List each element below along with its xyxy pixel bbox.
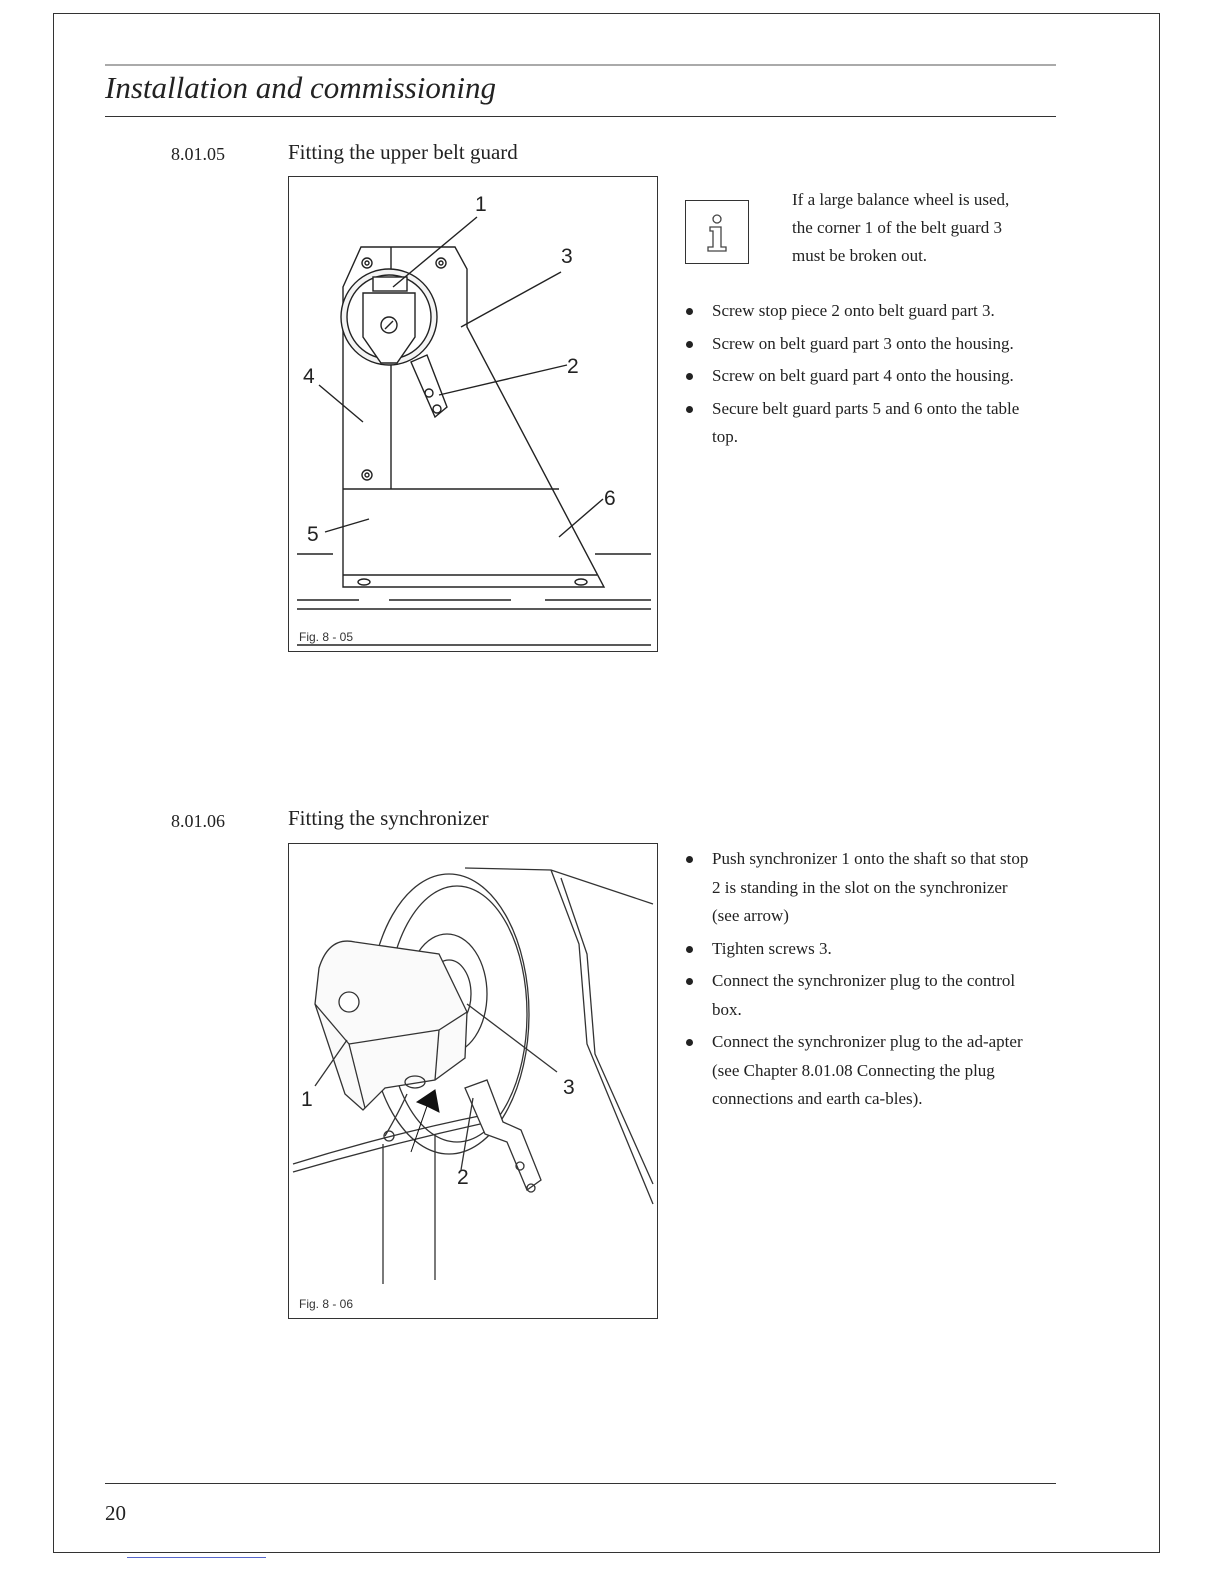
footer-rule: [105, 1483, 1056, 1484]
link-underline: [127, 1557, 266, 1558]
section-title: Fitting the upper belt guard: [288, 140, 518, 164]
callout-6: 6: [604, 487, 616, 510]
callout-4: 4: [303, 365, 315, 388]
steps-list-belt-guard: [686, 297, 1031, 456]
synchronizer-drawing: [289, 844, 659, 1320]
belt-guard-drawing: [289, 177, 659, 653]
section-title: Fitting the synchronizer: [288, 806, 489, 830]
header-rule-bottom: [105, 116, 1056, 117]
section-number: 8.01.06: [171, 811, 225, 831]
callout-1: 1: [475, 193, 487, 216]
list-item: Screw stop piece 2 onto belt guard part 3.: [686, 297, 1031, 326]
list-item: Connect the synchronizer plug to the ad-apter (see Chapter 8.01.08 Connecting the plug connections and earth ca-bles).: [686, 1028, 1031, 1114]
list-item: Tighten screws 3.: [686, 935, 1031, 964]
page-number: 20: [105, 1501, 126, 1525]
steps-list-synchronizer: [686, 845, 1031, 1118]
info-note: If a large balance wheel is used, the corner 1 of the belt guard 3 must be broken out.: [792, 190, 1010, 265]
list-item: Screw on belt guard part 4 onto the housing.: [686, 362, 1031, 391]
list-item: Secure belt guard parts 5 and 6 onto the table top.: [686, 395, 1031, 452]
header-rule-top: [105, 64, 1056, 66]
callout-2: 2: [567, 355, 579, 378]
figure-label: Fig. 8 - 05: [299, 630, 354, 644]
list-item: Screw on belt guard part 3 onto the housing.: [686, 330, 1031, 359]
figure-label: Fig. 8 - 06: [299, 1297, 354, 1311]
callout-3: 3: [563, 1076, 575, 1099]
callout-1: 1: [301, 1088, 313, 1111]
figure-belt-guard: [288, 176, 658, 652]
list-item: Connect the synchronizer plug to the control box.: [686, 967, 1031, 1024]
callout-5: 5: [307, 523, 319, 546]
info-icon: [685, 200, 749, 264]
figure-synchronizer: [288, 843, 658, 1319]
section-number: 8.01.05: [171, 144, 225, 164]
list-item: Push synchronizer 1 onto the shaft so that stop 2 is standing in the slot on the synchronizer (see arrow): [686, 845, 1031, 931]
callout-3: 3: [561, 245, 573, 268]
page-title: Installation and commissioning: [105, 70, 496, 105]
callout-2: 2: [457, 1166, 469, 1189]
